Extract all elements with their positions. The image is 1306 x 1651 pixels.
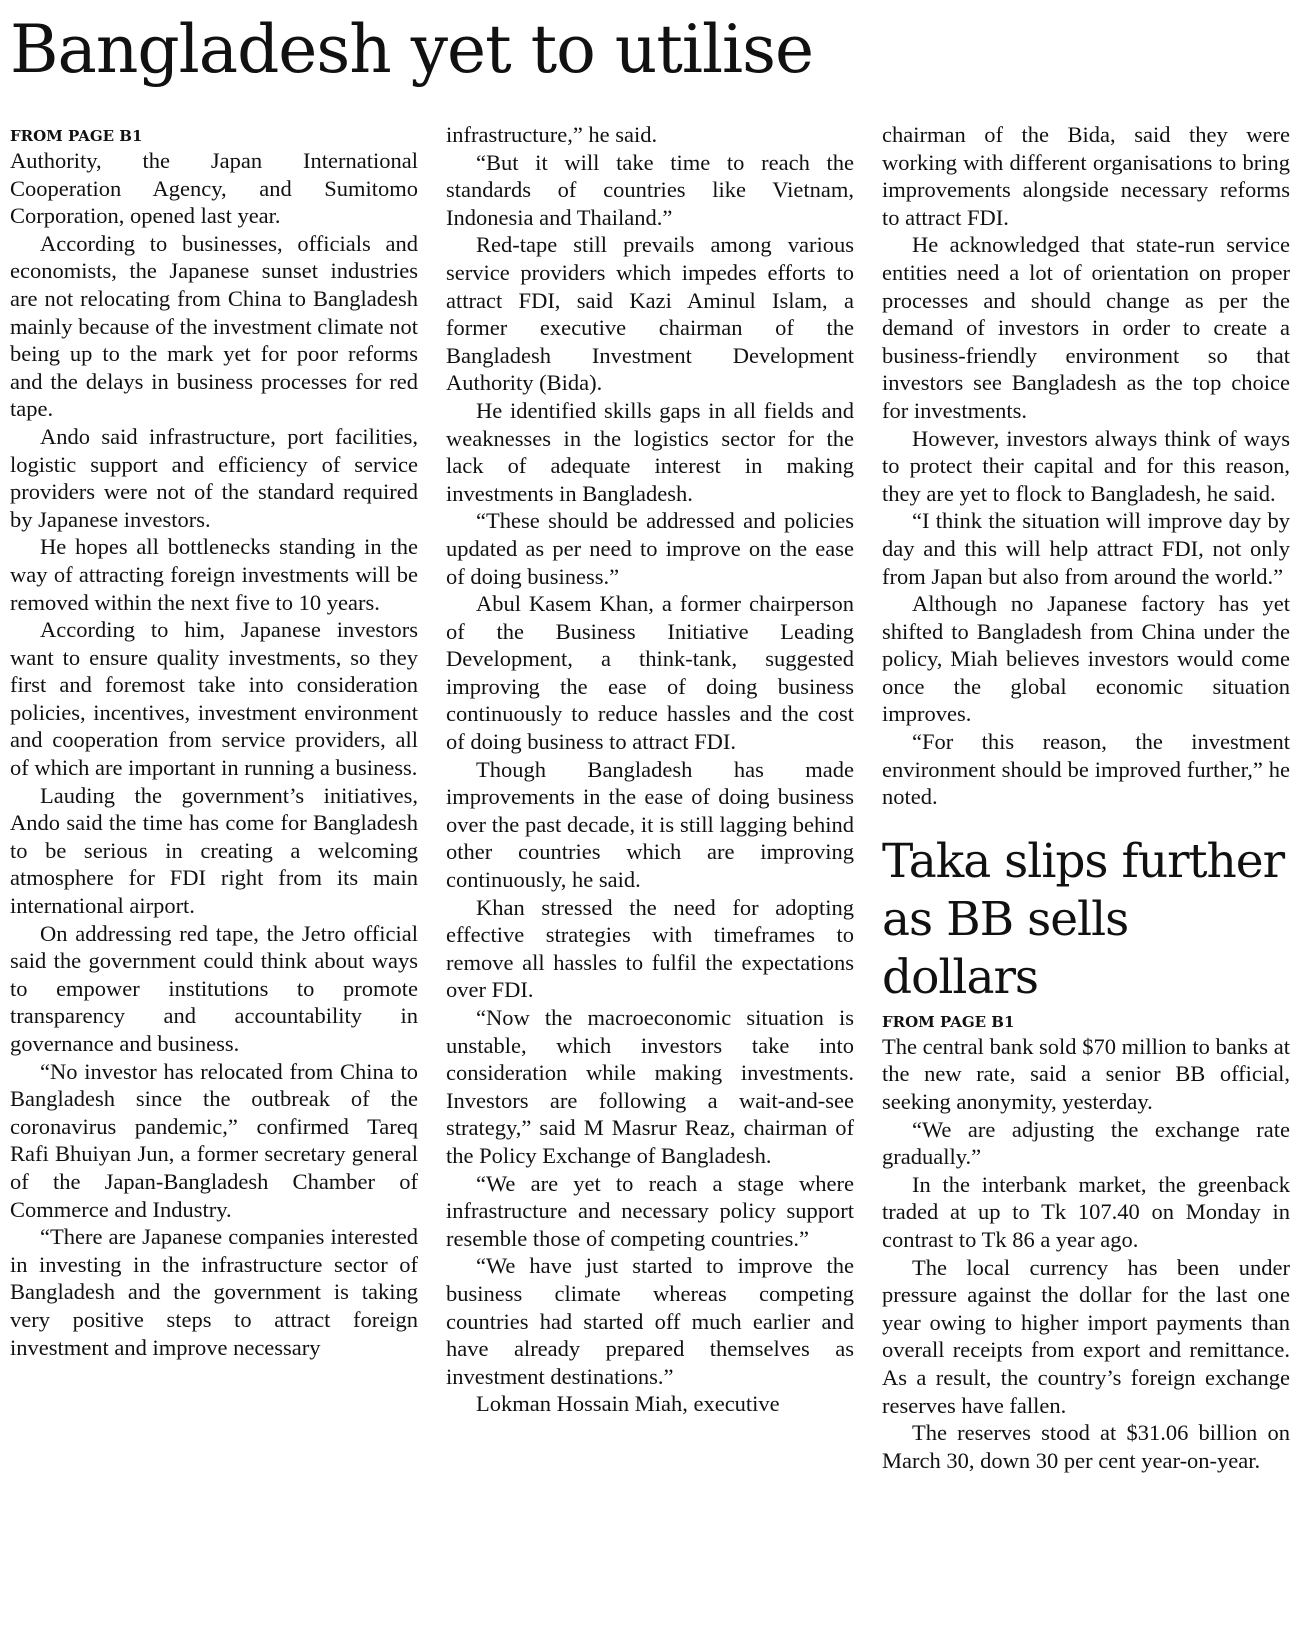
paragraph: “We are yet to reach a stage where infrastructure and necessary policy support resemble those of competing countries.” [446,1170,854,1251]
paragraph: The local currency has been under pressure against the dollar for the last one year owing to higher import payments than overall receipts from export and remittance. As a result, the country’s foreign exchange reserves have fallen. [882,1254,1290,1418]
paragraph: Though Bangladesh has made improvements in the ease of doing business over the past decade, it is still lagging behind other countries which are improving continuously, he said. [446,756,854,893]
paragraph: “We are adjusting the exchange rate gradually.” [882,1116,1290,1170]
paragraph: The reserves stood at $31.06 billion on March 30, down 30 per cent year-on-year. [882,1420,1290,1473]
paragraph: However, investors always think of ways to protect their capital and for this reason, they are yet to flock to Bangladesh, he said. [882,425,1290,506]
main-headline: Bangladesh yet to utilise [10,11,814,88]
paragraph: Abul Kasem Khan, a former chairperson of the Business Initiative Leading Development, a think-tank, suggested improving the ease of doing business continuously to reduce hassles and the cost of doing business to attract FDI. [446,591,854,755]
paragraph: “No investor has relocated from China to Bangladesh since the outbreak of the coronavirus pandemic,” confirmed Tareq Rafi Bhuiyan Jun, a former secretary general of the Japan-Bangladesh Chamber of Commerce and Industry. [10,1058,418,1222]
paragraph: “Now the macroeconomic situation is unstable, which investors take into consideration while making investments. Investors are following a wait-and-see strategy,” said M Masrur Reaz, chairman of the Policy Exchange of Bangladesh. [446,1005,854,1168]
paragraph: Lauding the government’s initiatives, Ando said the time has come for Bangladesh to be serious in creating a welcoming atmosphere for FDI right from its main international airport. [10,782,418,919]
paragraph: “For this reason, the investment environment should be improved further,” he noted. [882,729,1290,810]
paragraph: He hopes all bottlenecks standing in the way of attracting foreign investments will be removed within the next five to 10 years. [10,534,418,615]
paragraph: The central bank sold $70 million to banks at the new rate, said a senior BB official, seeking anonymity, yesterday. [882,1033,1290,1115]
paragraph: Khan stressed the need for adopting effective strategies with timeframes to remove all hassles to fulfil the expectations over FDI. [446,894,854,1003]
paragraph: “I think the situation will improve day by day and this will help attract FDI, not only from Japan but also from around the world.” [882,508,1290,589]
article-column-1 [10,121,418,1361]
paragraph: Ando said infrastructure, port facilities, logistic support and efficiency of service providers were not of the standard required by Japanese investors. [10,423,418,532]
paragraph: He acknowledged that state-run service entities need a lot of orientation on proper processes and should change as per the demand of investors in order to create a business-friendly environment so that investors see Bangladesh as the top choice for investments. [882,232,1290,423]
paragraph: “We have just started to improve the business climate whereas competing countries had started off much earlier and have already prepared themselves as investment destinations.” [446,1253,854,1389]
paragraph: In the interbank market, the greenback traded at up to Tk 107.40 on Monday in contrast to Tk 86 a year ago. [882,1171,1290,1252]
paragraph: chairman of the Bida, said they were working with different organisations to bring improvements alongside necessary reforms to attract FDI. [882,122,1290,230]
from-page-kicker: FROM PAGE B1 [882,1012,1015,1031]
paragraph: infrastructure,” he said. [446,122,658,147]
paragraph: “These should be addressed and policies updated as per need to improve on the ease of doing business.” [446,508,854,589]
paragraph: Lokman Hossain Miah, executive [476,1391,780,1417]
paragraph: Authority, the Japan International Cooperation Agency, and Sumitomo Corporation, opened last year. [10,148,418,229]
from-page-kicker: FROM PAGE B1 [10,127,143,145]
paragraph: On addressing red tape, the Jetro official said the government could think about ways to empower institutions to promote transparency and accountability in governance and business. [10,920,418,1056]
paragraph: According to him, Japanese investors want to ensure quality investments, so they first and foremost take into consideration policies, incentives, investment environment and cooperation from service providers, all of which are important in running a business. [10,617,418,781]
paragraph: According to businesses, officials and economists, the Japanese sunset industries are not relocating from China to Bangladesh mainly because of the investment climate not being up to the mark yet for poor reforms and the delays in business processes for red tape. [10,230,418,422]
second-headline: Taka slips further as BB sells dollars [882,833,1285,1005]
article-column-2 [446,121,854,1418]
paragraph: Red-tape still prevails among various service providers which impedes efforts to attract FDI, said Kazi Aminul Islam, a former executive chairman of the Bangladesh Investment Development Authority (Bida). [446,232,854,396]
paragraph: He identified skills gaps in all fields and weaknesses in the logistics sector for the lack of adequate interest in making investments in Bangladesh. [446,397,854,506]
article-column-3 [882,121,1290,1474]
paragraph: “There are Japanese companies interested in investing in the infrastructure sector of Bangladesh and the government is taking very positive steps to attract foreign investment and improve necessary [10,1224,418,1360]
paragraph: Although no Japanese factory has yet shifted to Bangladesh from China under the policy, Miah believes investors would come once the global economic situation improves. [882,591,1290,727]
paragraph: “But it will take time to reach the standards of countries like Vietnam, Indonesia and Thailand.” [446,149,854,230]
